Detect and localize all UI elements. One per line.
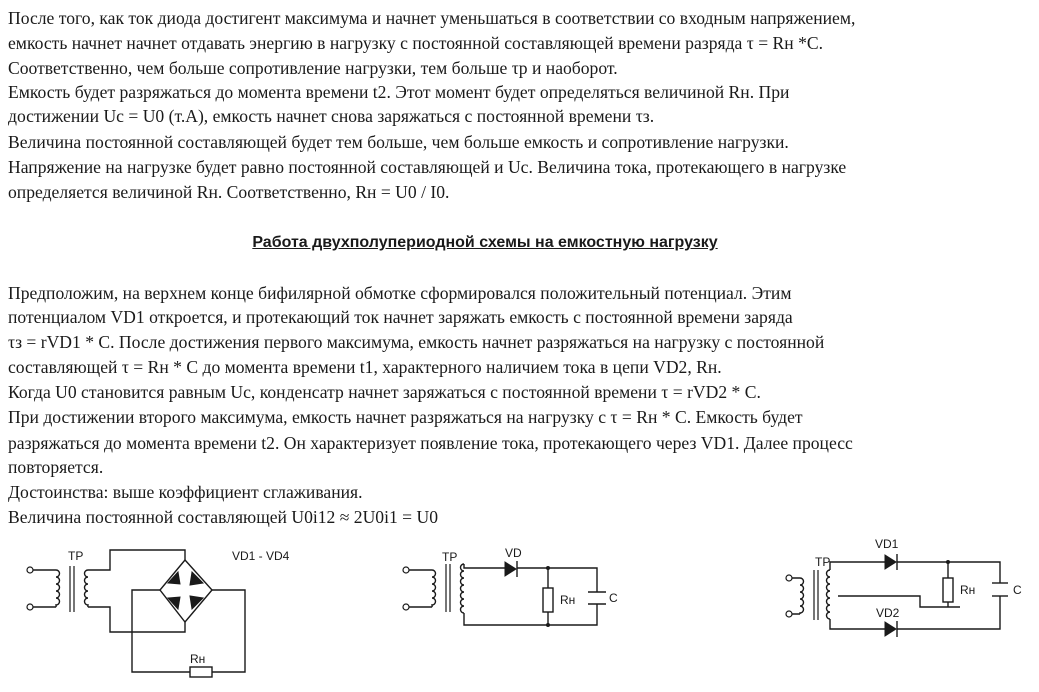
half-wave-rectifier-diagram bbox=[403, 546, 618, 627]
primary-winding bbox=[800, 578, 804, 614]
diode1-label: VD1 bbox=[875, 537, 899, 551]
load-resistor bbox=[543, 588, 553, 612]
transformer-label: ТР bbox=[68, 549, 84, 563]
text-line: достижении Uc = U0 (т.А), емкость начнет снова заряжаться с постоянной времени τз. bbox=[8, 106, 655, 126]
text-line: емкость начнет начнет отдавать энергию в нагрузку с постоянной составляющей времени разряда τ = Rн *C. bbox=[8, 33, 824, 53]
text-line: τз = rVD1 * C. После достижения первого максимума, емкость начнет разряжаться на нагрузку с постоянной bbox=[8, 332, 825, 352]
text-line: Величина постоянной составляющей будет тем больше, чем больше емкость и сопротивление нагрузки. bbox=[8, 132, 789, 152]
text-line: Достоинства: выше коэффициент сглаживания. bbox=[8, 482, 363, 502]
text-line: При достижении второго максимума, емкость начнет разряжаться на нагрузку с τ = Rн * C. Емкость будет bbox=[8, 407, 803, 427]
load-resistor bbox=[190, 667, 212, 677]
transformer-label: ТР bbox=[815, 555, 831, 569]
center-tap-rectifier-diagram bbox=[786, 537, 1022, 637]
secondary-winding bbox=[461, 564, 464, 613]
text-line: Предположим, на верхнем конце бифилярной обмотке сформировался положительный потенциал. Этим bbox=[8, 283, 792, 303]
input-terminal bbox=[786, 575, 792, 581]
load-label: Rн bbox=[960, 583, 976, 597]
text-line: Когда U0 становится равным Uc, конденсатр начнет заряжаться с постоянной времени τ = rVD2 * C. bbox=[8, 382, 761, 402]
text-line: потенциалом VD1 откроется, и протекающий ток начнет заряжать емкость с постоянной времени заряда bbox=[8, 307, 793, 327]
bridge-rectifier-diagram bbox=[27, 549, 290, 677]
primary-winding bbox=[432, 570, 436, 607]
load-label: Rн bbox=[190, 652, 206, 666]
diodes-label: VD1 - VD4 bbox=[232, 549, 290, 563]
text-line: После того, как ток диода достигент максимума и начнет уменьшаться в соответствии со входным напряжением, bbox=[8, 8, 856, 28]
diode-label: VD bbox=[505, 546, 522, 560]
diode2-label: VD2 bbox=[876, 606, 900, 620]
text-line: составляющей τ = Rн * C до момента времени t1, характерного наличием тока в цепи VD2, Rн. bbox=[8, 357, 722, 377]
secondary-winding bbox=[827, 570, 830, 619]
diode-icon bbox=[885, 622, 896, 636]
input-terminal bbox=[403, 567, 409, 573]
input-terminal bbox=[786, 611, 792, 617]
transformer-label: ТР bbox=[442, 550, 458, 564]
text-line: повторяется. bbox=[8, 457, 104, 477]
text-line: Величина постоянной составляющей U0i12 ≈ 2U0i1 = U0 bbox=[8, 507, 439, 527]
capacitor-label: C bbox=[609, 591, 618, 605]
load-resistor bbox=[943, 578, 953, 602]
diode-icon bbox=[885, 555, 896, 569]
text-line: Напряжение на нагрузке будет равно постоянной составляющей и Uc. Величина тока, протекающего в нагрузке bbox=[8, 157, 847, 177]
text-line: Емкость будет разряжаться до момента времени t2. Этот момент будет определяться величиной Rн. При bbox=[8, 82, 790, 102]
section-heading: Работа двухполупериодной схемы на емкостную нагрузку bbox=[252, 234, 718, 251]
text-line: Соответственно, чем больше сопротивление нагрузки, тем больше τр и наоборот. bbox=[8, 58, 618, 78]
load-label: Rн bbox=[560, 593, 576, 607]
diode-icon bbox=[505, 562, 516, 576]
primary-winding bbox=[56, 570, 60, 607]
text-line: разряжаться до момента времени t2. Он характеризует появление тока, протекающего через VD1. Далее процесс bbox=[8, 433, 853, 453]
input-terminal bbox=[27, 604, 33, 610]
input-terminal bbox=[27, 567, 33, 573]
capacitor-label: C bbox=[1013, 583, 1022, 597]
text-line: определяется величиной Rн. Соответственно, Rн = U0 / I0. bbox=[8, 182, 450, 202]
input-terminal bbox=[403, 604, 409, 610]
secondary-winding bbox=[85, 570, 88, 607]
